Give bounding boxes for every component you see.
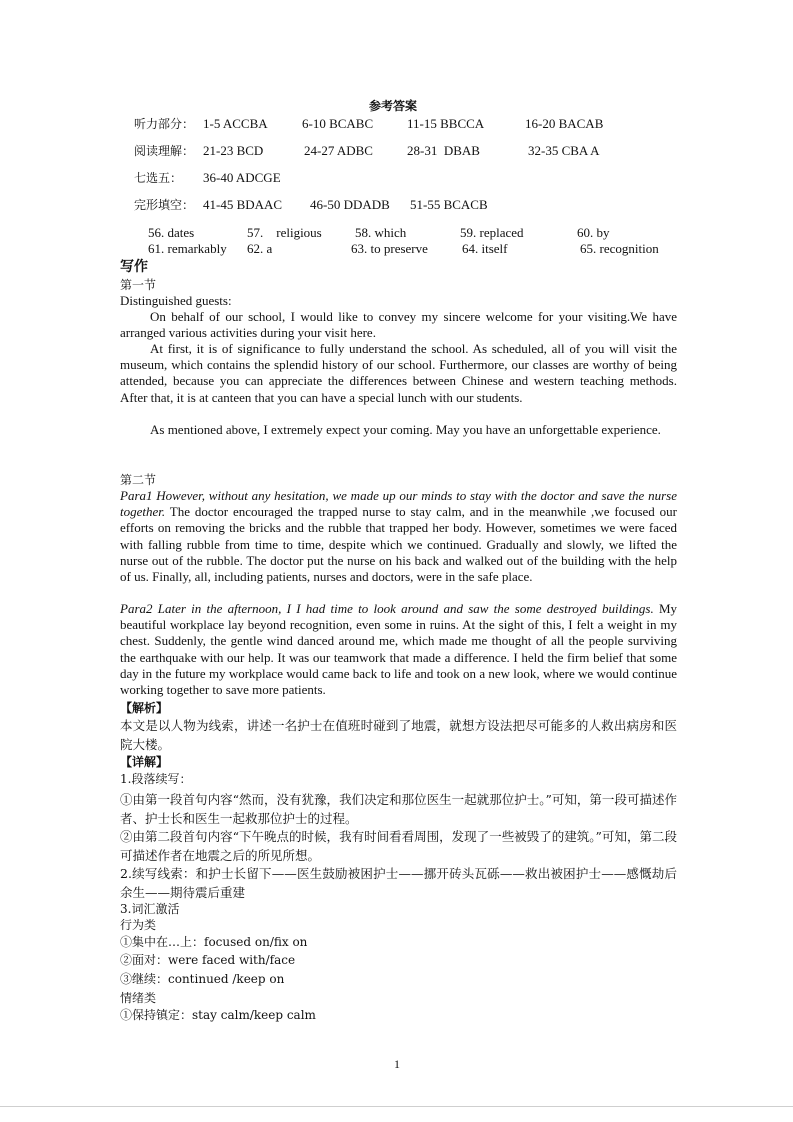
grammar-item: 61. remarkably: [148, 241, 227, 256]
grammar-item: 65. recognition: [580, 241, 659, 256]
clue-line: 2.续写线索：和护士长留下——医生鼓励被困护士——挪开砖头瓦砾——救出被困护士——感慨劫后余生——期待震后重建: [120, 866, 677, 900]
answer-item: 6-10 BCABC: [302, 116, 374, 131]
reading-label: 阅读理解：: [134, 144, 195, 158]
grammar-item: 63. to preserve: [351, 241, 428, 256]
answer-item: 28-31 DBAB: [407, 143, 480, 158]
listening-label: 听力部分：: [134, 117, 195, 131]
grammar-item: 59. replaced: [460, 225, 524, 240]
vocab-item: ①集中在…上：focused on/fix on: [120, 935, 308, 949]
details-label: 【详解】: [120, 755, 169, 769]
grammar-item: 62. a: [247, 241, 273, 256]
page-number: 1: [394, 1057, 400, 1071]
category-label: 情绪类: [120, 991, 157, 1005]
para2-body: My beautiful workplace lay beyond recognition, even some in ruins. At the sight of this, I felt a weight in my chest. Suddenly, the gentle wind danced around me, which made me thought of all the people surviving the earthquake with our help. It was our teamwork that made a difference. I held the firm belief that some day in the future my workplace would came back to life and took on a new look, where we would continue working together to save more patients.: [120, 601, 678, 698]
para1-body: The doctor encouraged the trapped nurse to stay calm, and in the meanwhile ,we focused our efforts on removing the bricks and the rubble that trapped her body. However, sometimes we were faced with falling rubble from time to time, despite which we continued. Gradually and slowly, we lifted the nurse out of the rubble. The doctor put the nurse on his back and walked out of the building with the help of us. Finally, all, including patients, nurses and doctors, were in the safe place.: [120, 504, 677, 585]
grammar-item: 58. which: [355, 225, 407, 240]
section-heading: 1.段落续写：: [120, 772, 192, 786]
answer-item: 1-5 ACCBA: [203, 116, 268, 131]
analysis-text: 本文是以人物为线索，讲述一名护士在值班时碰到了地震，就想方设法把尽可能多的人救出病房和医院大楼。: [120, 718, 677, 752]
seven-label: 七选五：: [134, 171, 183, 185]
answer-item: 21-23 BCD: [203, 143, 264, 158]
answer-item: 51-55 BCACB: [410, 197, 488, 212]
para1-lead: Para1 However, without any hesitation, we made up our minds to stay with the doctor and save the nurse together.: [120, 488, 677, 520]
answer-item: 41-45 BDAAC: [203, 197, 283, 212]
grammar-item: 60. by: [577, 225, 610, 240]
category-label: 行为类: [120, 918, 157, 932]
writing-heading: 写作: [120, 259, 148, 275]
answer-item: 24-27 ADBC: [304, 143, 373, 158]
section1-label: 第一节: [120, 278, 157, 292]
page-title: 参考答案: [369, 99, 418, 113]
vocab-item: ①保持镇定：stay calm/keep calm: [120, 1008, 316, 1022]
answer-item: 46-50 DDADB: [310, 197, 390, 212]
story-paragraph-1: [120, 488, 677, 585]
section2-label: 第二节: [120, 473, 157, 487]
para2-lead: Para2 Later in the afternoon, I I had time to look around and saw the some destroyed buildings.: [120, 601, 654, 616]
vocab-item: ③继续：continued /keep on: [120, 972, 285, 986]
section-heading: 3.词汇激活: [120, 902, 180, 916]
grammar-item: 64. itself: [462, 241, 508, 256]
analysis-point: ①由第一段首句内容“然而，没有犹豫，我们决定和那位医生一起就那位护士。”可知，第一段可描述作者、护士长和医生一起救那位护士的过程。: [120, 792, 677, 826]
letter-paragraph-2: At first, it is of significance to fully understand the school. As scheduled, all of you will visit the museum, which contains the splendid history of our school. Furthermore, our classes are worthy of being attended, because you can appreciate the differences between Chinese and western teaching methods. After that, it is at canteen that you can have a special lunch with our students.: [120, 341, 677, 405]
answer-item: 32-35 CBA A: [528, 143, 600, 158]
analysis-point: ②由第二段首句内容“下午晚点的时候，我有时间看看周围，发现了一些被毁了的建筑。”可知，第二段可描述作者在地震之后的所见所想。: [120, 829, 677, 863]
answer-item: 16-20 BACAB: [525, 116, 604, 131]
grammar-item: 57. religious: [247, 225, 322, 240]
page-divider: [0, 1106, 793, 1107]
cloze-label: 完形填空：: [134, 198, 195, 212]
vocab-item: ②面对：were faced with/face: [120, 953, 296, 967]
letter-paragraph-1: On behalf of our school, I would like to convey my sincere welcome for your visiting.We have arranged various activities during your visit here.: [120, 309, 677, 341]
analysis-label: 【解析】: [120, 701, 169, 715]
greeting: Distinguished guests:: [120, 293, 232, 308]
story-paragraph-2: [120, 601, 677, 698]
letter-paragraph-3: As mentioned above, I extremely expect your coming. May you have an unforgettable experience.: [150, 422, 661, 437]
answer-item: 36-40 ADCGE: [203, 170, 281, 185]
grammar-item: 56. dates: [148, 225, 195, 240]
answer-item: 11-15 BBCCA: [407, 116, 485, 131]
